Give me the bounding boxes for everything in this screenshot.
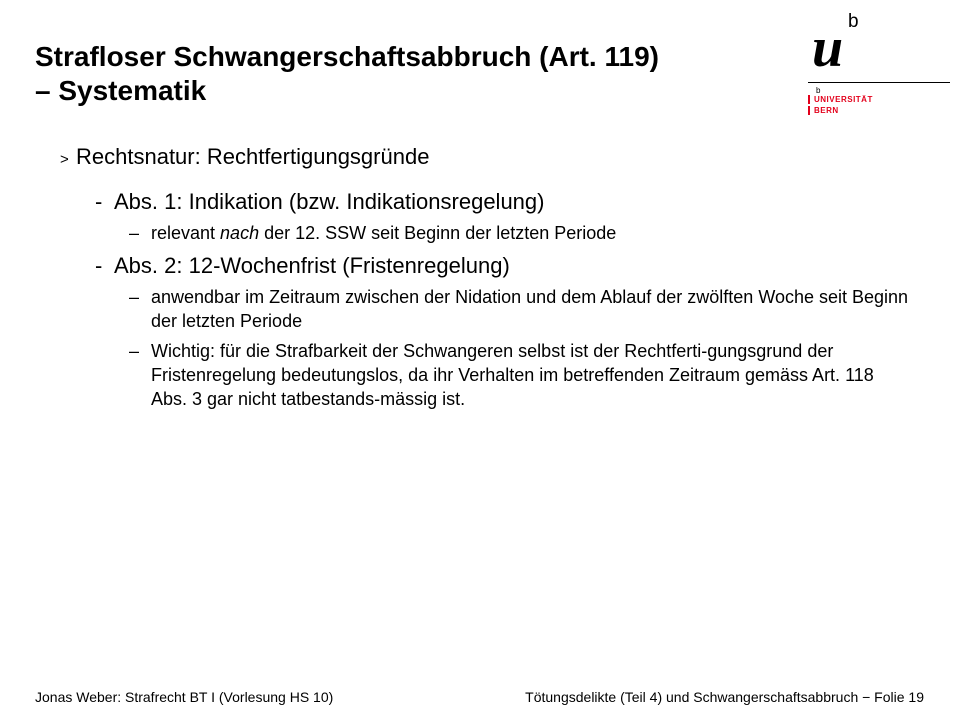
logo-word-universitaet: UNIVERSITÄT — [814, 95, 873, 104]
emphasis-nach: nach — [220, 223, 260, 243]
slide-content — [60, 142, 920, 417]
dash-bullet-icon: - — [95, 253, 103, 278]
logo-red-bar — [808, 106, 810, 115]
en-dash-bullet-icon: – — [129, 287, 140, 307]
slide-title-line-2: – Systematik — [35, 75, 207, 106]
slide-title — [35, 40, 775, 108]
logo-row-bern — [808, 105, 873, 116]
bullet-abs-2-text: Abs. 2: 12-Wochenfrist (Fristenregelung) — [114, 253, 510, 278]
bullet-abs-2-sub-2-text: Wichtig: für die Strafbarkeit der Schwangeren selbst ist der Rechtferti-gungsgrund der Fristenregelung bedeutungslos, da ihr Verhalten im betreffenden Zeitraum gemäss Art. 118 Abs. 3 gar nicht tatbestands-mässig ist. — [151, 341, 874, 409]
logo-b-small: b — [816, 86, 821, 95]
bullet-abs-2-sub-1 — [129, 285, 920, 333]
slide-title-line-1: Strafloser Schwangerschaftsabbruch (Art. 119) — [35, 41, 659, 72]
bullet-abs-1-text: Abs. 1: Indikation (bzw. Indikationsregelung) — [114, 189, 545, 214]
bullet-abs-2-sub-1-text: anwendbar im Zeitraum zwischen der Nidation und dem Ablauf der zwölften Woche seit Beginn der letzten Periode — [151, 287, 909, 331]
university-logo — [808, 8, 953, 123]
chevron-bullet-icon: > — [60, 151, 69, 168]
footer-author: Jonas Weber: Strafrecht BT I (Vorlesung HS 10) — [35, 689, 334, 705]
en-dash-bullet-icon: – — [129, 341, 140, 361]
text-run: relevant — [151, 223, 221, 243]
logo-b-superscript: b — [848, 11, 859, 32]
bullet-rechtsnatur-text: Rechtsnatur: Rechtfertigungsgründe — [76, 144, 430, 169]
text-run: der 12. SSW seit Beginn der letzten Periode — [259, 223, 617, 243]
bullet-abs-1-sub-1-text — [151, 221, 911, 245]
en-dash-bullet-icon: – — [129, 223, 140, 243]
footer-slide-info: Tötungsdelikte (Teil 4) und Schwangerschaftsabbruch − Folie 19 — [525, 689, 924, 705]
bullet-abs-1-sub-1 — [129, 221, 920, 245]
bullet-abs-2-sub-2 — [129, 339, 920, 411]
bullet-rechtsnatur — [60, 142, 920, 175]
logo-red-bar — [808, 95, 810, 104]
logo-u-letter: u — [812, 17, 844, 79]
bullet-abs-2 — [95, 251, 920, 281]
logo-divider — [808, 82, 950, 83]
dash-bullet-icon: - — [95, 189, 103, 214]
logo-wordmark — [808, 94, 873, 116]
logo-row-universitaet — [808, 94, 873, 105]
logo-word-bern: BERN — [814, 106, 839, 115]
bullet-abs-1 — [95, 187, 920, 217]
